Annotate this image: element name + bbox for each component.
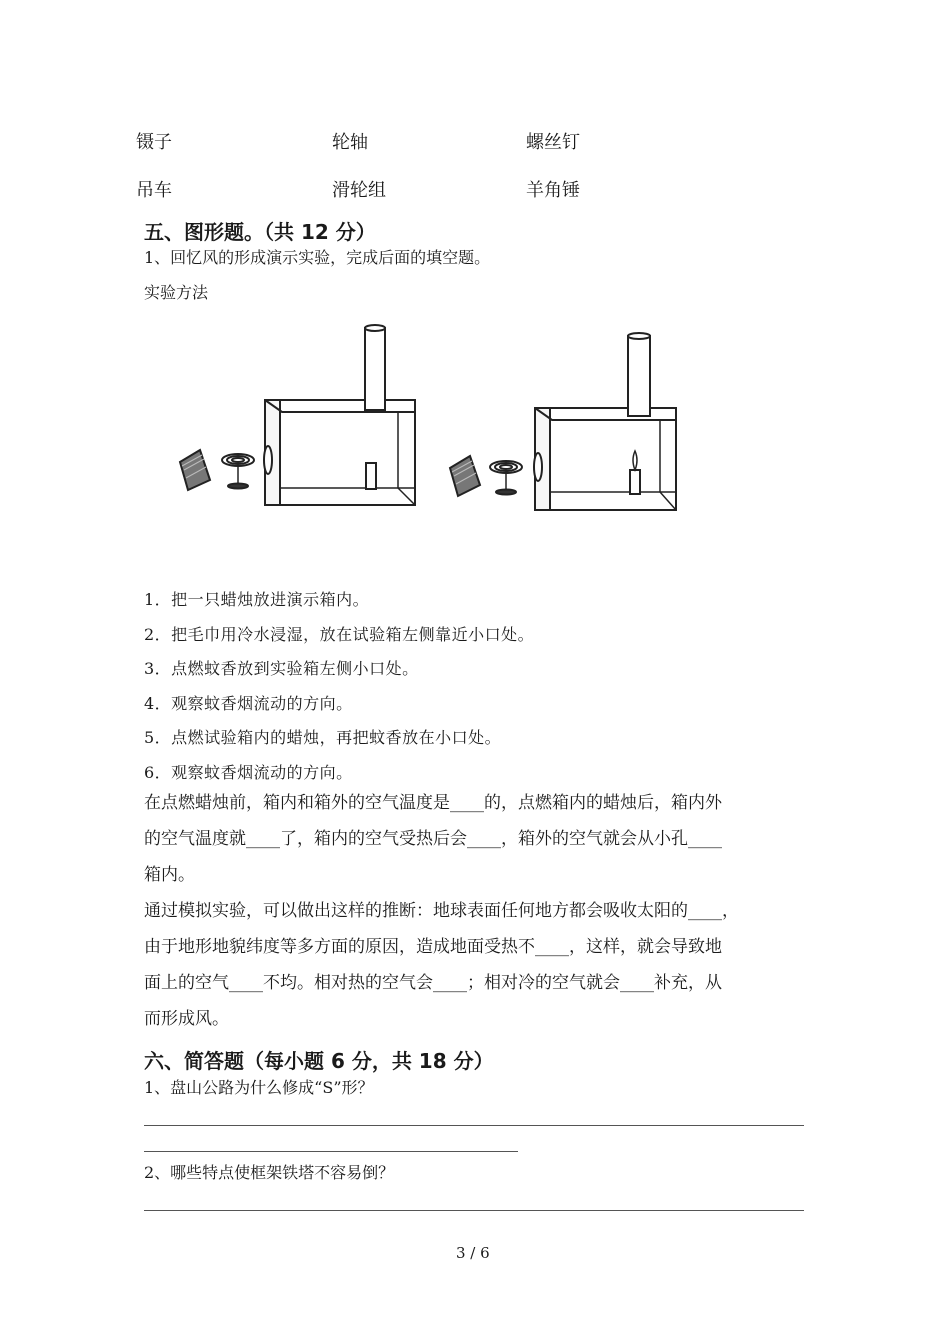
experiment-figure (170, 320, 700, 520)
method-label: 实验方法 (144, 283, 209, 302)
page-number: 3 / 6 (456, 1244, 490, 1262)
section-heading: 六、简答题（每小题 6 分，共 18 分） (144, 1049, 494, 1073)
question-text: 1、回忆风的形成演示实验，完成后面的填空题。 (144, 248, 491, 267)
answer-line[interactable] (144, 1151, 518, 1152)
section-heading: 五、图形题。（共 12 分） (144, 220, 376, 244)
tool-item: 滑轮组 (332, 180, 386, 201)
answer-line[interactable] (144, 1210, 804, 1211)
step-item: 6．观察蚊香烟流动的方向。 (144, 763, 353, 782)
paragraph-line: 的空气温度就____了，箱内的空气受热后会____，箱外的空气就会从小孔____ (144, 829, 722, 849)
question-text: 2、哪些特点使框架铁塔不容易倒？ (144, 1163, 395, 1182)
step-item: 1．把一只蜡烛放进演示箱内。 (144, 590, 370, 609)
tool-item: 镊子 (136, 132, 172, 153)
paragraph-line: 面上的空气____不均。相对热的空气会____；相对冷的空气就会____补充，从 (144, 973, 722, 993)
step-item: 4．观察蚊香烟流动的方向。 (144, 694, 353, 713)
step-item: 2．把毛巾用冷水浸湿，放在试验箱左侧靠近小口处。 (144, 625, 535, 644)
fill-in-paragraph (144, 785, 804, 1037)
paragraph-line: 而形成风。 (144, 1009, 229, 1029)
step-item: 3．点燃蚊香放到实验箱左侧小口处。 (144, 659, 419, 678)
paragraph-line: 通过模拟实验，可以做出这样的推断：地球表面任何地方都会吸收太阳的____， (144, 901, 739, 921)
step-item: 5．点燃试验箱内的蜡烛，再把蚊香放在小口处。 (144, 728, 502, 747)
answer-line[interactable] (144, 1125, 804, 1126)
paragraph-line: 由于地形地貌纬度等多方面的原因，造成地面受热不____，这样，就会导致地 (144, 937, 722, 957)
tool-item: 螺丝钉 (526, 132, 580, 153)
tool-item: 羊角锤 (526, 180, 580, 201)
paragraph-line: 箱内。 (144, 865, 195, 885)
tool-item: 轮轴 (332, 132, 368, 153)
paragraph-line: 在点燃蜡烛前，箱内和箱外的空气温度是____的，点燃箱内的蜡烛后，箱内外 (144, 793, 722, 813)
question-text: 1、盘山公路为什么修成“S”形？ (144, 1078, 374, 1097)
tool-item: 吊车 (136, 180, 172, 201)
